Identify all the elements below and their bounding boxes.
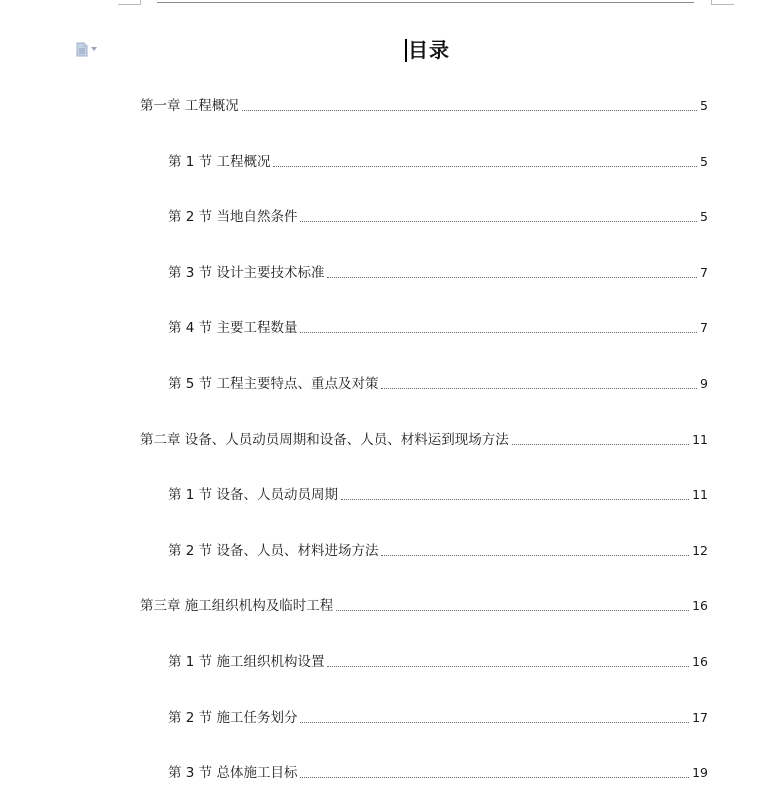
toc-dot-leader <box>300 221 697 222</box>
toc-entry-label: 第 3 节 设计主要技术标准 <box>168 265 325 281</box>
toc-page-number: 11 <box>692 432 708 447</box>
toc-title[interactable]: 目录 <box>408 38 450 62</box>
toc-entry-label: 第一章 工程概况 <box>140 98 239 114</box>
toc-entry-label: 第 2 节 施工任务划分 <box>168 710 298 726</box>
toc-chapter-entry[interactable] <box>140 97 708 115</box>
toc-page-number: 12 <box>692 543 708 558</box>
document-menu-button[interactable] <box>76 41 106 57</box>
toc-dot-leader <box>381 388 697 389</box>
toc-dot-leader <box>300 777 689 778</box>
toc-dot-leader <box>300 722 689 723</box>
toc-entry-label: 第 2 节 设备、人员、材料进场方法 <box>168 543 379 559</box>
toc-page-number: 19 <box>692 765 708 780</box>
toc-dot-leader <box>273 166 697 167</box>
toc-page-number: 5 <box>700 154 708 169</box>
toc-dot-leader <box>327 277 697 278</box>
toc-dot-leader <box>336 610 689 611</box>
toc-dot-leader <box>512 444 689 445</box>
toc-section-entry[interactable] <box>168 486 708 504</box>
toc-section-entry[interactable] <box>168 264 708 282</box>
crop-mark-right <box>711 0 734 5</box>
toc-page-number: 16 <box>692 654 708 669</box>
toc-section-entry[interactable] <box>168 764 708 782</box>
toc-page-number: 9 <box>700 376 708 391</box>
toc-dot-leader <box>327 666 689 667</box>
toc-section-entry[interactable] <box>168 542 708 560</box>
page-top-border <box>157 2 694 3</box>
toc-entry-label: 第 5 节 工程主要特点、重点及对策 <box>168 376 379 392</box>
toc-entry-label: 第三章 施工组织机构及临时工程 <box>140 598 334 614</box>
toc-page-number: 11 <box>692 487 708 502</box>
toc-entry-label: 第 2 节 当地自然条件 <box>168 209 298 225</box>
crop-mark-left <box>118 0 141 5</box>
toc-page-number: 7 <box>700 320 708 335</box>
toc-chapter-entry[interactable] <box>140 431 708 449</box>
toc-page-number: 7 <box>700 265 708 280</box>
text-cursor <box>405 39 407 62</box>
toc-page-number: 5 <box>700 98 708 113</box>
toc-page-number: 5 <box>700 209 708 224</box>
toc-section-entry[interactable] <box>168 153 708 171</box>
toc-dot-leader <box>242 110 697 111</box>
document-icon <box>76 42 88 57</box>
toc-section-entry[interactable] <box>168 375 708 393</box>
toc-section-entry[interactable] <box>168 319 708 337</box>
toc-dot-leader <box>381 555 689 556</box>
toc-dot-leader <box>300 332 697 333</box>
toc-entry-label: 第 1 节 工程概况 <box>168 154 271 170</box>
toc-page-number: 17 <box>692 710 708 725</box>
toc-entry-label: 第 1 节 设备、人员动员周期 <box>168 487 338 503</box>
toc-dot-leader <box>341 499 689 500</box>
toc-page-number: 16 <box>692 598 708 613</box>
toc-entry-label: 第二章 设备、人员动员周期和设备、人员、材料运到现场方法 <box>140 432 509 448</box>
toc-entry-label: 第 4 节 主要工程数量 <box>168 320 298 336</box>
chevron-down-icon <box>91 47 97 51</box>
toc-section-entry[interactable] <box>168 653 708 671</box>
toc-chapter-entry[interactable] <box>140 597 708 615</box>
toc-entry-label: 第 3 节 总体施工目标 <box>168 765 298 781</box>
toc-entry-label: 第 1 节 施工组织机构设置 <box>168 654 325 670</box>
toc-section-entry[interactable] <box>168 208 708 226</box>
toc-section-entry[interactable] <box>168 709 708 727</box>
